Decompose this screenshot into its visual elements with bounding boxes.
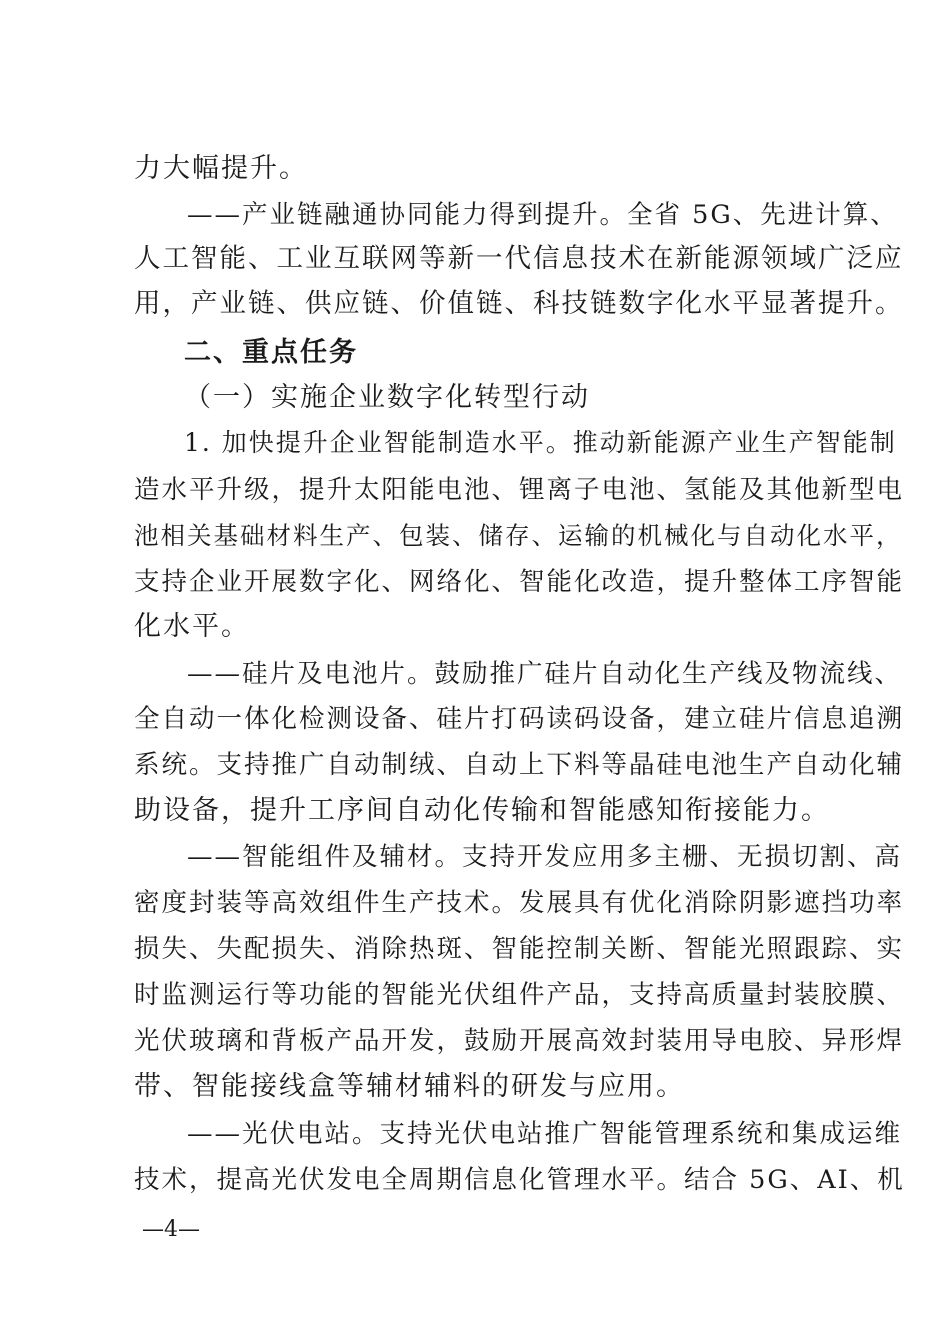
page-number: —4— [142, 1217, 200, 1242]
text-line-13: 全自动一体化检测设备、硅片打码读码设备，建立硅片信息追溯 [134, 704, 905, 734]
section-heading: 二、重点任务 [184, 337, 358, 368]
text-line-2: ——产业链融通协同能力得到提升。全省 5G、先进计算、 [187, 200, 898, 230]
text-line-23: 技术，提高光伏发电全周期信息化管理水平。结合 5G、AI、机 [134, 1165, 905, 1195]
text-line-18: 损失、失配损失、消除热斑、智能控制关断、智能光照跟踪、实 [134, 934, 905, 964]
text-line-15: 助设备，提升工序间自动化传输和智能感知衔接能力。 [134, 795, 830, 826]
text-line-3: 人工智能、工业互联网等新一代信息技术在新能源领域广泛应 [134, 243, 904, 274]
text-line-20: 光伏玻璃和背板产品开发，鼓励开展高效封装用导电胶、异形焊 [134, 1026, 905, 1056]
text-line-9: 池相关基础材料生产、包装、储存、运输的机械化与自动化水平， [134, 521, 903, 550]
text-line-11: 化水平。 [134, 611, 250, 642]
text-line-4: 用，产业链、供应链、价值链、科技链数字化水平显著提升。 [134, 288, 904, 319]
text-line-10: 支持企业开展数字化、网络化、智能化改造，提升整体工序智能 [134, 567, 905, 597]
text-line-8: 造水平升级，提升太阳能电池、锂离子电池、氢能及其他新型电 [134, 475, 905, 505]
text-line-1: 力大幅提升。 [134, 153, 308, 184]
text-line-19: 时监测运行等功能的智能光伏组件产品，支持高质量封装胶膜、 [134, 980, 905, 1010]
text-line-12: ——硅片及电池片。鼓励推广硅片自动化生产线及物流线、 [187, 659, 903, 689]
text-line-17: 密度封装等高效组件生产技术。发展具有优化消除阴影遮挡功率 [134, 888, 905, 918]
text-line-7: 1. 加快提升企业智能制造水平。推动新能源产业生产智能制 [184, 428, 897, 457]
text-line-21: 带、智能接线盒等辅材辅料的研发与应用。 [134, 1071, 685, 1102]
text-line-16: ——智能组件及辅材。支持开发应用多主栅、无损切割、高 [187, 842, 903, 872]
text-line-22: ——光伏电站。支持光伏电站推广智能管理系统和集成运维 [187, 1119, 903, 1149]
subsection-heading: （一）实施企业数字化转型行动 [184, 382, 590, 413]
text-line-14: 系统。支持推广自动制绒、自动上下料等晶硅电池生产自动化辅 [134, 750, 905, 780]
